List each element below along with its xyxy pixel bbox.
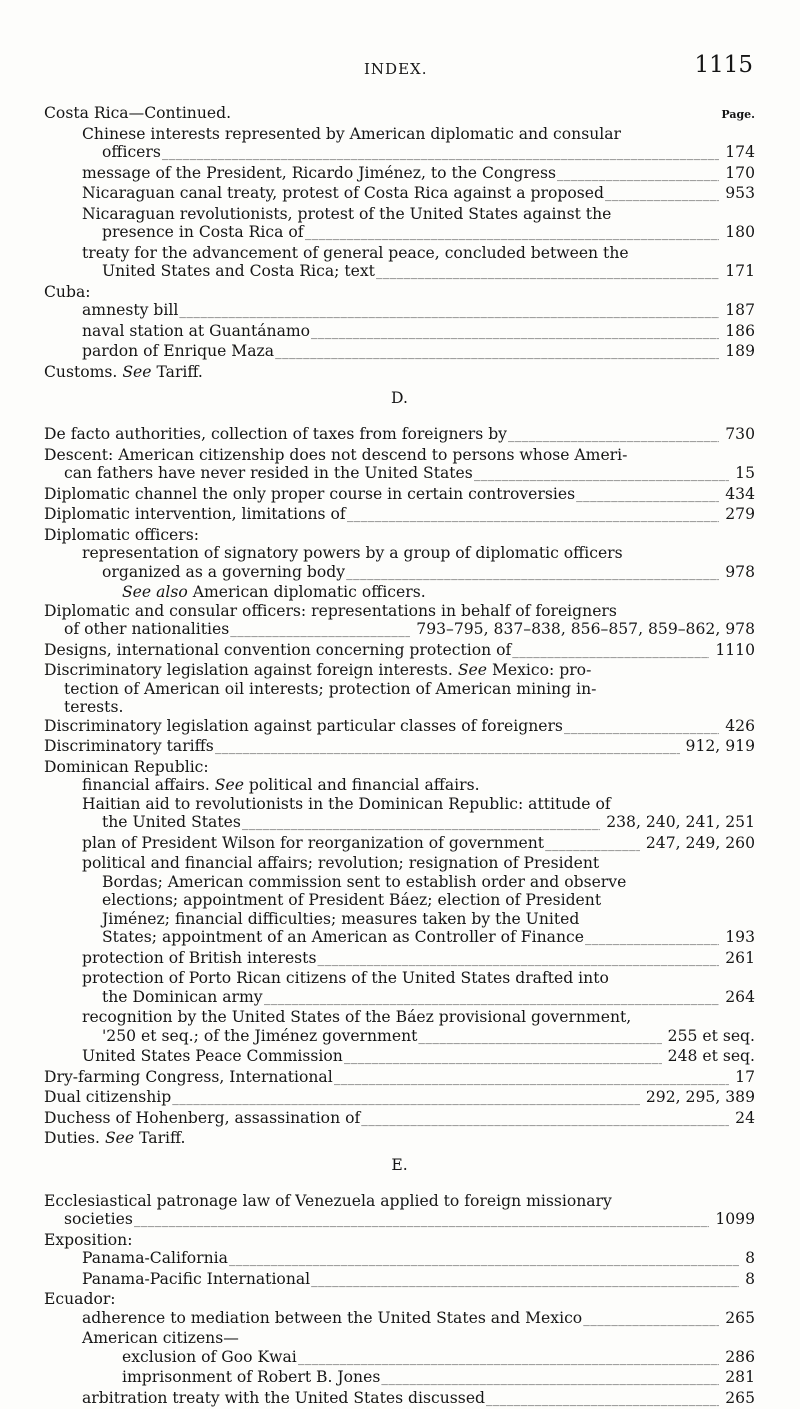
leader-dots (311, 324, 719, 343)
leader-dots (545, 836, 640, 855)
page-ref: 170 (723, 164, 755, 183)
entry-heading: Cuba: (44, 283, 755, 302)
leader-dots (512, 643, 709, 662)
leader-dots (474, 466, 729, 485)
page-ref: 15 (733, 464, 755, 483)
page-ref: 1110 (713, 641, 755, 660)
entry-text: arbitration treaty with the United States discussed (82, 1389, 485, 1408)
index-entry (44, 717, 755, 738)
leader-dots (172, 1090, 640, 1109)
entry-text: organized as a governing body (102, 563, 345, 582)
entry-text: Jiménez; financial difficulties; measures taken by the United (44, 910, 755, 929)
index-entry (44, 620, 755, 641)
leader-dots (346, 565, 719, 584)
page-ref: 265 (723, 1389, 755, 1408)
entry-text: Panama-California (82, 1249, 228, 1268)
index-entry (44, 262, 755, 283)
entry-text: pardon of Enrique Maza (82, 342, 274, 361)
entry-heading: Ecuador: (44, 1290, 755, 1309)
entry-heading: Diplomatic officers: (44, 526, 755, 545)
entry-heading: Exposition: (44, 1231, 755, 1250)
leader-dots (179, 303, 719, 322)
section-letter-d: D. (44, 389, 755, 407)
entry-text: officers (102, 143, 161, 162)
entry-text: '250 et seq.; of the Jiménez government (102, 1027, 417, 1046)
leader-dots (557, 166, 719, 185)
index-page (44, 0, 755, 1409)
index-entry (44, 928, 755, 949)
page-ref: 286 (723, 1348, 755, 1367)
entry-text: Tariff. (139, 1129, 185, 1147)
entry-text: Descent: American citizenship does not descend to persons whose Ameri- (44, 446, 755, 465)
entry-text: Haitian aid to revolutionists in the Dominican Republic: attitude of (44, 795, 755, 814)
cross-reference (44, 776, 755, 795)
leader-dots (334, 1070, 729, 1089)
index-entry (44, 834, 755, 855)
index-entry (44, 184, 755, 205)
page-ref: 180 (723, 223, 755, 242)
page-ref: 174 (723, 143, 755, 162)
entry-text: American citizens— (44, 1329, 755, 1348)
index-entry (44, 1088, 755, 1109)
entry-text: Discriminatory tariffs (44, 737, 214, 756)
page-ref: 189 (723, 342, 755, 361)
leader-dots (347, 507, 720, 526)
index-entry (44, 164, 755, 185)
entry-text: Dual citizenship (44, 1088, 171, 1107)
leader-dots (583, 1311, 719, 1330)
index-entry (44, 1068, 755, 1089)
index-entry (44, 988, 755, 1009)
leader-dots (376, 264, 719, 283)
page-ref: 248 et seq. (666, 1047, 755, 1066)
leader-dots (242, 815, 600, 834)
index-entry (44, 425, 755, 446)
page-ref: 261 (723, 949, 755, 968)
entry-text: treaty for the advancement of general peace, concluded between the (44, 244, 755, 263)
see-label: See also (122, 583, 188, 601)
entry-text: exclusion of Goo Kwai (122, 1348, 297, 1367)
index-entry (44, 1210, 755, 1231)
cross-reference (44, 363, 755, 382)
leader-dots (344, 1049, 662, 1068)
entry-text: United States and Costa Rica; text (102, 262, 375, 281)
page-ref: 247, 249, 260 (644, 834, 755, 853)
entry-text: Diplomatic intervention, limitations of (44, 505, 346, 524)
page-ref: 24 (733, 1109, 755, 1128)
page-ref: 265 (723, 1309, 755, 1328)
entry-text: financial affairs. (82, 776, 210, 794)
index-entry (44, 104, 755, 125)
entry-text: recognition by the United States of the Báez provisional government, (44, 1008, 755, 1027)
entry-text: protection of British interests (82, 949, 316, 968)
entry-text: societies (64, 1210, 133, 1229)
entry-text: representation of signatory powers by a group of diplomatic officers (44, 544, 755, 563)
entry-text: political and financial affairs. (249, 776, 480, 794)
entry-text: American diplomatic officers. (193, 583, 426, 601)
entry-text: Mexico: pro- (492, 661, 591, 679)
index-entry (44, 505, 755, 526)
entry-text: Bordas; American commission sent to establish order and observe (44, 873, 755, 892)
page-ref: 255 et seq. (666, 1027, 755, 1046)
entry-text: terests. (44, 698, 755, 717)
leader-dots (418, 1029, 661, 1048)
index-entry (44, 1348, 755, 1369)
leader-dots (311, 1272, 739, 1291)
entry-text: political and financial affairs; revolution; resignation of President (44, 854, 755, 873)
entry-text: Diplomatic and consular officers: representations in behalf of foreigners (44, 602, 755, 621)
section-letter-e: E. (44, 1156, 755, 1174)
running-header (44, 0, 755, 84)
page-ref: 978 (723, 563, 755, 582)
see-label: See (105, 1129, 134, 1147)
entry-text: can fathers have never resided in the United States (64, 464, 473, 483)
entry-text: Chinese interests represented by American diplomatic and consular (44, 125, 755, 144)
leader-dots (229, 1251, 739, 1270)
cross-reference (44, 1129, 755, 1148)
leader-dots (361, 1111, 729, 1130)
leader-dots (305, 225, 720, 244)
entry-text: elections; appointment of President Báez; election of President (44, 891, 755, 910)
see-label: See (215, 776, 244, 794)
leader-dots (264, 990, 720, 1009)
page-ref: 8 (743, 1270, 755, 1289)
index-entry (44, 464, 755, 485)
leader-dots (508, 427, 719, 446)
page-ref: 434 (723, 485, 755, 504)
page-ref: 193 (723, 928, 755, 947)
leader-dots (381, 1370, 719, 1389)
page-ref: 238, 240, 241, 251 (604, 813, 755, 832)
page-ref: 17 (733, 1068, 755, 1087)
entry-text: of other nationalities (64, 620, 229, 639)
entry-text: Discriminatory legislation against foreign interests. (44, 661, 453, 679)
index-entry (44, 342, 755, 363)
index-entry (44, 563, 755, 584)
entry-text: imprisonment of Robert B. Jones (122, 1368, 380, 1387)
page-ref: 8 (743, 1249, 755, 1268)
index-entry (44, 485, 755, 506)
index-entry (44, 223, 755, 244)
index-entry (44, 1047, 755, 1068)
leader-dots (576, 487, 719, 506)
leader-dots (275, 344, 719, 363)
index-entry (44, 1249, 755, 1270)
page-ref: 912, 919 (684, 737, 755, 756)
index-entry (44, 1389, 755, 1409)
leader-dots (230, 622, 410, 641)
entry-text: Panama-Pacific International (82, 1270, 310, 1289)
entry-text: plan of President Wilson for reorganization of government (82, 834, 544, 853)
entry-text: amnesty bill (82, 301, 178, 320)
entry-heading: Dominican Republic: (44, 758, 755, 777)
page-column-label: Page. (719, 106, 755, 125)
entry-heading: Costa Rica—Continued. (44, 104, 231, 123)
cross-reference (44, 661, 755, 680)
page-ref: 953 (723, 184, 755, 203)
entry-text: Customs. (44, 363, 117, 381)
page-ref: 793–795, 837–838, 856–857, 859–862, 978 (414, 620, 755, 639)
index-entry (44, 322, 755, 343)
entry-text: Diplomatic channel the only proper course in certain controversies (44, 485, 575, 504)
page-ref: 292, 295, 389 (644, 1088, 755, 1107)
index-entry (44, 1368, 755, 1389)
entry-text: United States Peace Commission (82, 1047, 343, 1066)
index-entry (44, 1309, 755, 1330)
entry-text: Discriminatory legislation against particular classes of foreigners (44, 717, 563, 736)
index-entry (44, 949, 755, 970)
leader-dots (317, 951, 719, 970)
entry-text: Duchess of Hohenberg, assassination of (44, 1109, 360, 1128)
leader-dots (585, 930, 719, 949)
leader-dots (134, 1212, 709, 1231)
entry-text: naval station at Guantánamo (82, 322, 310, 341)
page-ref: 1099 (713, 1210, 755, 1229)
entry-text: Duties. (44, 1129, 100, 1147)
entry-text: the Dominican army (102, 988, 263, 1007)
page-ref: 186 (723, 322, 755, 341)
entry-text: Designs, international convention concerning protection of (44, 641, 511, 660)
entry-text: protection of Porto Rican citizens of the United States drafted into (44, 969, 755, 988)
index-entry (44, 641, 755, 662)
page-ref: 279 (723, 505, 755, 524)
entry-text: De facto authorities, collection of taxes from foreigners by (44, 425, 507, 444)
leader-dots (215, 739, 680, 758)
entry-text: adherence to mediation between the United States and Mexico (82, 1309, 582, 1328)
entry-text: tection of American oil interests; protection of American mining in- (44, 680, 755, 699)
page-ref: 281 (723, 1368, 755, 1387)
entry-text: Nicaraguan canal treaty, protest of Costa Rica against a proposed (82, 184, 604, 203)
see-label: See (122, 363, 151, 381)
index-entry (44, 143, 755, 164)
index-entry (44, 301, 755, 322)
page-ref: 187 (723, 301, 755, 320)
see-label: See (458, 661, 487, 679)
entry-text: presence in Costa Rica of (102, 223, 304, 242)
entry-text: message of the President, Ricardo Jiménez, to the Congress (82, 164, 556, 183)
page-ref: 171 (723, 262, 755, 281)
page-number: 1115 (694, 52, 753, 78)
page-ref: 264 (723, 988, 755, 1007)
entry-text: Ecclesiastical patronage law of Venezuela applied to foreign missionary (44, 1192, 755, 1211)
index-entry (44, 737, 755, 758)
index-entry (44, 1270, 755, 1291)
entry-text: Tariff. (156, 363, 202, 381)
cross-reference (44, 583, 755, 602)
index-entry (44, 1027, 755, 1048)
page-ref: 426 (723, 717, 755, 736)
page-ref: 730 (723, 425, 755, 444)
leader-dots (162, 145, 719, 164)
entry-text: the United States (102, 813, 241, 832)
leader-dots (486, 1391, 719, 1409)
entry-text: Nicaraguan revolutionists, protest of the United States against the (44, 205, 755, 224)
index-entry (44, 1109, 755, 1130)
entry-text: States; appointment of an American as Controller of Finance (102, 928, 584, 947)
leader-dots (298, 1350, 719, 1369)
leader-dots (605, 186, 719, 205)
running-title: INDEX. (364, 60, 427, 78)
index-entry (44, 813, 755, 834)
leader-dots (564, 719, 719, 738)
entry-text: Dry-farming Congress, International (44, 1068, 333, 1087)
